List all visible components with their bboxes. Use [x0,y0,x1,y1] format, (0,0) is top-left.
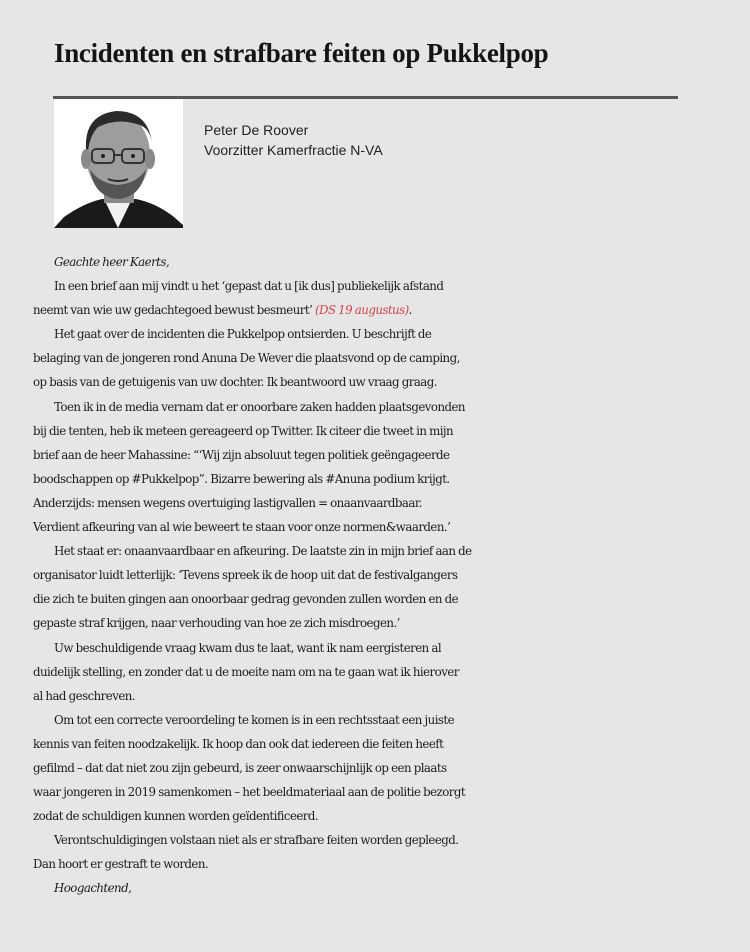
body-line: belaging van de jongeren rond Anuna De Wever die plaatsvond op de camping, [33,351,460,366]
body-line: boodschappen op #Pukkelpop”. Bizarre bewering als #Anuna podium krijgt. [33,471,450,486]
body-line: Het gaat over de incidenten die Pukkelpop ontsierden. U beschrijft de [54,327,432,342]
body-line: die zich te buiten gingen aan onoorbaar gedrag gevonden zullen worden en de [33,592,459,607]
body-line: kennis van feiten noodzakelijk. Ik hoop dan ook dat iedereen die feiten heeft [33,736,444,751]
body-line: In een brief aan mij vindt u het ‘gepast dat u [ik dus] publiekelijk afstand [54,279,444,294]
closing: Hoogachtend, [54,881,132,896]
salutation: Geachte heer Kaerts, [54,255,170,269]
author-role: Voorzitter Kamerfractie N-VA [204,142,383,158]
citation-period: . [408,303,412,318]
body-line: Dan hoort er gestraft te worden. [33,857,209,872]
body-line: brief aan de heer Mahassine: “‘Wij zijn absoluut tegen politiek geëngageerde [33,447,450,462]
author-block [204,120,383,160]
body-line: Het staat er: onaanvaardbaar en afkeuring. De laatste zin in mijn brief aan de [54,544,472,559]
body-line: Om tot een correcte veroordeling te komen is in een rechtsstaat een juiste [54,712,455,727]
body-line: organisator luidt letterlijk: ‘Tevens spreek ik de hoop uit dat de festivalgangers [33,568,458,583]
body-line: gefilmd – dat dat niet zou zijn gebeurd, is zeer onwaarschijnlijk op een plaats [33,760,447,775]
citation-link[interactable]: (DS 19 augustus) [314,303,409,318]
body-line: Verontschuldigingen volstaan niet als er strafbare feiten worden gepleegd. [54,833,459,848]
body-line: neemt van wie uw gedachtegoed bewust besmeurt’ [33,303,313,318]
body-line: Toen ik in de media vernam dat er onoorbare zaken hadden plaatsgevonden [54,399,465,414]
body-line-with-citation [33,298,733,322]
body-line: bij die tenten, heb ik meteen gereageerd op Twitter. Ik citeer die tweet in mijn [33,423,454,438]
body-line: zodat de schuldigen kunnen worden geïdentificeerd. [33,809,319,824]
body-line: gepaste straf krijgen, naar verhouding van hoe ze zich misdroegen.’ [33,616,400,631]
body-line: al had geschreven. [33,688,135,703]
article-title: Incidenten en strafbare feiten op Pukkelpop [54,38,549,68]
author-portrait-icon [54,99,183,228]
letter-body [33,250,733,901]
body-line: duidelijk stelling, en zonder dat u de moeite nam om na te gaan wat ik hierover [33,664,459,679]
body-line: Anderzijds: mensen wegens overtuiging lastigvallen = onaanvaardbaar. [33,495,422,510]
author-name: Peter De Roover [204,122,309,138]
body-line: op basis van de getuigenis van uw dochter. Ik beantwoord uw vraag graag. [33,375,437,390]
body-line: Uw beschuldigende vraag kwam dus te laat, want ik nam eergisteren al [54,640,442,655]
body-line: Verdient afkeuring van al wie beweert te staan voor onze normen&waarden.’ [33,520,451,535]
author-photo [54,99,183,228]
body-line: waar jongeren in 2019 samenkomen – het beeldmateriaal aan de politie bezorgt [33,785,466,800]
